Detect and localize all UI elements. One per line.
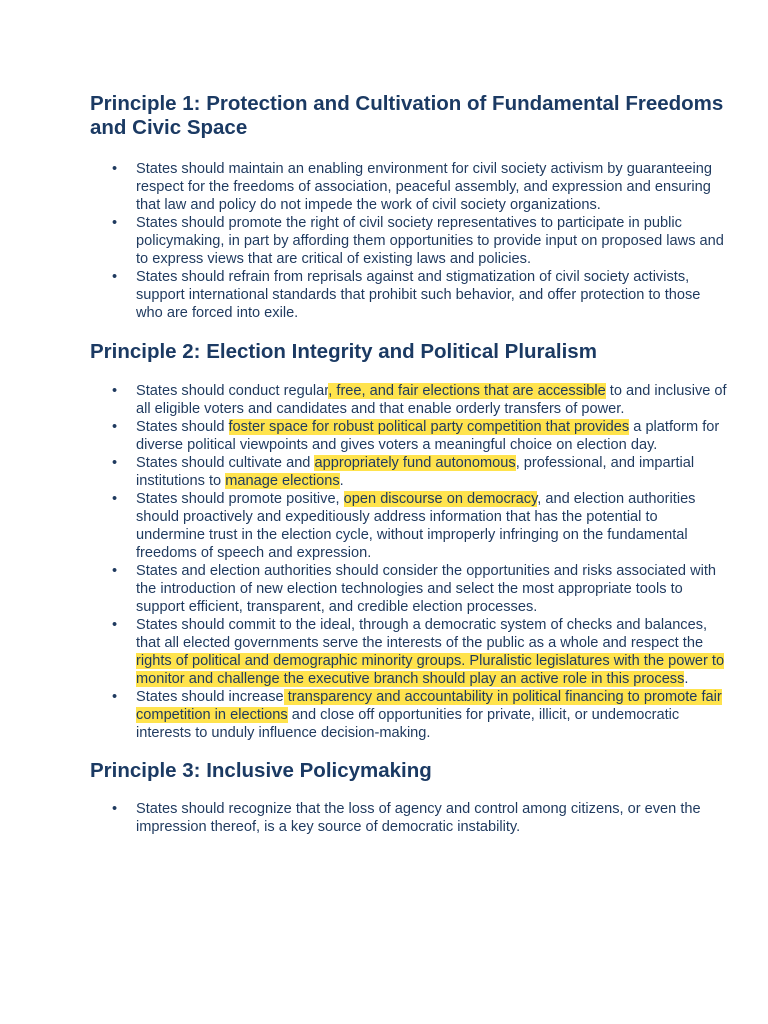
principle-2-heading: Principle 2: Election Integrity and Political Pluralism (90, 340, 597, 363)
list-item: • States should foster space for robust political party competition that provides a platform for diverse political viewpoints and gives voters a meaningful choice on election day. (112, 419, 720, 453)
principle-3-list (90, 800, 728, 836)
bullet-icon: • (112, 617, 118, 633)
list-item: • States should promote positive, open discourse on democracy, and election authorities should proactively and expeditiously address information that has the potential to undermine trust in the election cycle, without improperly infringing on the fundamental freedoms of speech and expression. (112, 491, 696, 561)
bullet-icon: • (112, 455, 118, 471)
list-item: • States should recognize that the loss of agency and control among citizens, or even the impression thereof, is a key source of democratic instability. (112, 801, 701, 835)
highlight: foster space for robust political party competition that provides (228, 419, 630, 435)
list-item: • States should cultivate and appropriately fund autonomous, professional, and impartial institutions to manage elections. (112, 455, 695, 489)
list-item: • States should refrain from reprisals against and stigmatization of civil society activists, support international standards that prohibit such behavior, and offer protection to those who are forced into exile. (112, 269, 701, 321)
bullet-icon: • (112, 801, 118, 817)
highlight: manage elections (225, 473, 340, 489)
list-item: • States should promote the right of civil society representatives to participate in public policymaking, in part by affording them opportunities to provide input on proposed laws and to express views that are critical of existing laws and policies. (112, 215, 724, 267)
bullet-icon: • (112, 419, 118, 435)
highlight: transparency and accountability in political financing to promote fair competition in elections (136, 689, 722, 723)
bullet-icon: • (112, 491, 118, 507)
list-item: • States should commit to the ideal, through a democratic system of checks and balances, that all elected governments serve the interests of the public as a whole and respect the rights of political and demographic minority groups. Pluralistic legislatures with the power to monitor and challenge the executive branch should play an active role in this process. (112, 617, 725, 687)
principle-1-heading: Principle 1: Protection and Cultivation of Fundamental Freedoms and Civic Space (90, 92, 724, 139)
principle-3-heading: Principle 3: Inclusive Policymaking (90, 759, 432, 782)
bullet-icon: • (112, 383, 118, 399)
list-item: • States should maintain an enabling environment for civil society activism by guaranteeing respect for the freedoms of association, peaceful assembly, and expression and ensuring that law and policy do not impede the work of civil society organizations. (112, 161, 712, 213)
list-item: • States and election authorities should consider the opportunities and risks associated with the introduction of new election technologies and select the most appropriate tools to support efficient, transparent, and credible election processes. (112, 563, 717, 615)
principle-2-section (90, 340, 728, 742)
principle-1-list (90, 160, 728, 322)
highlight: appropriately fund autonomous (314, 455, 516, 471)
bullet-icon: • (112, 689, 118, 705)
list-item: • States should increase transparency and accountability in political financing to promote fair competition in elections and close off opportunities for private, illicit, or undemocratic interests to unduly influence decision-making. (112, 689, 722, 741)
bullet-icon: • (112, 563, 118, 579)
list-item: • States should conduct regular, free, and fair elections that are accessible to and inclusive of all eligible voters and candidates and that enable orderly transfers of power. (112, 383, 727, 417)
bullet-icon: • (112, 215, 118, 231)
bullet-icon: • (112, 269, 118, 285)
principle-3-section (90, 759, 728, 836)
principle-1-section (90, 92, 728, 322)
highlight: , free, and fair elections that are accessible (328, 383, 606, 399)
bullet-icon: • (112, 161, 118, 177)
highlight: rights of political and demographic minority groups. Pluralistic legislatures with the power to monitor and challenge the executive branch should play an active role in this process (136, 653, 725, 687)
principle-2-list (90, 382, 728, 742)
highlight: open discourse on democracy (343, 491, 538, 507)
